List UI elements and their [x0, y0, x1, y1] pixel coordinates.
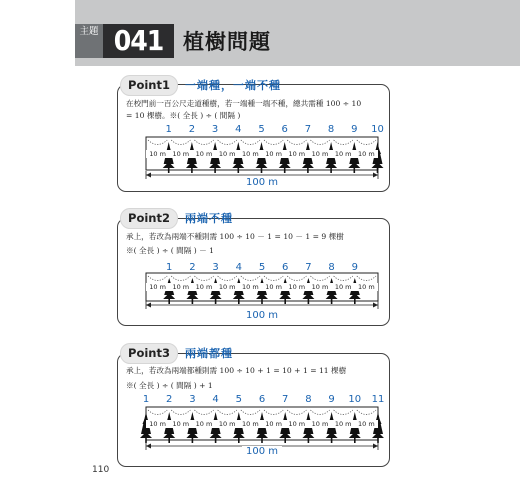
- section-2-tree-number: 4: [235, 262, 242, 273]
- section-3-segment-label: 10 m: [262, 420, 286, 428]
- section-2-segment-label: 10 m: [169, 283, 193, 291]
- section-2-segment-label: 10 m: [238, 283, 262, 291]
- section-3-tree: [140, 412, 152, 443]
- section-1-garland: [194, 140, 213, 145]
- section-3-garland: [241, 410, 260, 415]
- section-2-line-1: 承上，若改為兩端不種則需 100 ÷ 10 － 1 = 10 － 1 = 9 棵樹: [126, 232, 344, 241]
- section-1-segment-label: 10 m: [308, 150, 332, 158]
- section-2-tree-number: 3: [212, 262, 219, 273]
- section-2-point-badge: Point2: [120, 208, 178, 229]
- section-3-tree-number: 2: [166, 394, 173, 405]
- section-1-tree: [232, 142, 244, 173]
- section-3-tree: [163, 412, 175, 443]
- section-3-segment-label: 10 m: [308, 420, 332, 428]
- section-3-tree: [279, 412, 291, 443]
- section-2-arrow-head-left: [146, 303, 151, 308]
- section-2-garland: [241, 276, 260, 281]
- section-1-segment-label: 10 m: [169, 150, 193, 158]
- section-3-tree-number: 1: [142, 394, 150, 405]
- section-3-garland: [334, 410, 353, 415]
- section-3-garland: [194, 410, 213, 415]
- section-3-tree: [186, 412, 198, 443]
- section-2-tree: [326, 278, 338, 304]
- section-2-tree-number: 6: [282, 262, 289, 273]
- section-2-segment-label: 10 m: [146, 283, 170, 291]
- section-3-garland: [171, 410, 190, 415]
- section-2-garland: [357, 276, 376, 281]
- section-1-tree: [302, 142, 314, 173]
- section-1-garland: [357, 140, 376, 145]
- section-2-tree: [256, 278, 268, 304]
- section-1-tree-number: 3: [211, 124, 219, 135]
- section-3-tree-number: 5: [235, 394, 242, 405]
- section-1-segment-label: 10 m: [331, 150, 355, 158]
- section-1-segment-label: 10 m: [146, 150, 170, 158]
- section-2-tree-number: 7: [305, 262, 312, 273]
- section-3-segment-label: 10 m: [146, 420, 170, 428]
- section-3-tree-number: 10: [348, 394, 362, 405]
- section-3-tree-number: 11: [371, 394, 385, 405]
- section-2-garland: [218, 276, 237, 281]
- section-2-tree-number: 1: [166, 262, 173, 273]
- section-2-tree-number: 5: [258, 262, 266, 273]
- section-3-tree: [256, 412, 268, 443]
- section-2-garland: [171, 276, 190, 281]
- section-3-point-badge: Point3: [120, 343, 178, 364]
- section-3-line-1: 承上，若改為兩端都種則需 100 ÷ 10 + 1 = 10 + 1 = 11 棵樹: [126, 366, 347, 375]
- section-3-segment-label: 10 m: [331, 420, 355, 428]
- section-1-tree-number: 4: [235, 124, 242, 135]
- section-3-tree-number: 9: [328, 394, 335, 405]
- section-2-tree: [302, 278, 314, 304]
- section-1-tree-number: 1: [165, 124, 172, 135]
- section-2-garland: [334, 276, 353, 281]
- section-1-garland: [241, 140, 260, 145]
- section-2-garland: [194, 276, 213, 281]
- section-2-tree: [349, 278, 361, 304]
- section-2-garland: [264, 276, 283, 281]
- section-1-segment-label: 10 m: [215, 150, 239, 158]
- section-1-tree: [163, 142, 175, 173]
- section-1-tree: [372, 142, 384, 173]
- section-2-garland: [310, 276, 329, 281]
- section-3-tree-number: 8: [305, 394, 312, 405]
- section-2-arrow-head-right: [373, 303, 378, 308]
- section-3-garland: [287, 410, 306, 415]
- section-1-garland: [171, 140, 190, 145]
- section-1-garland: [287, 140, 306, 145]
- section-3-tree-number: 4: [212, 394, 219, 405]
- section-2-segment-label: 10 m: [192, 283, 216, 291]
- section-3-tree: [372, 412, 384, 443]
- section-2-tree-number: 2: [189, 262, 196, 273]
- page-number: 110: [92, 465, 110, 475]
- section-1-tree-number: 7: [304, 124, 312, 135]
- section-3-garland: [218, 410, 237, 415]
- section-3-segment-label: 10 m: [192, 420, 216, 428]
- section-2-tree-number: 9: [351, 262, 358, 273]
- section-1-line-1: 在校門前一百公尺走道種樹，若一端種一端不種，總共需種 100 ÷ 10: [126, 99, 362, 108]
- section-3-tree: [233, 412, 245, 443]
- section-2-line-2: ※( 全長 ) ÷ ( 間隔 ) － 1: [126, 246, 214, 255]
- section-1-tree-number: 6: [281, 124, 288, 135]
- section-3-garland: [310, 410, 329, 415]
- section-1-segment-label: 10 m: [285, 150, 309, 158]
- section-2-garland: [287, 276, 306, 281]
- section-3-arrow-head-left: [146, 444, 151, 449]
- section-1-total-length: 100 m: [242, 177, 282, 188]
- topic-number: 041: [113, 24, 164, 57]
- section-1-tree-number: 2: [188, 124, 196, 135]
- section-2-tree: [210, 278, 222, 304]
- section-1-garland: [310, 140, 329, 145]
- section-3-arrow-head-right: [373, 444, 378, 449]
- section-1-tree: [209, 142, 221, 173]
- section-1-garland: [264, 140, 283, 145]
- section-1-segment-label: 10 m: [262, 150, 286, 158]
- section-3-tree: [210, 412, 222, 443]
- section-1-segment-label: 10 m: [354, 150, 378, 158]
- section-1-line-2: = 10 棵樹。※( 全長 ) ÷ ( 間隔 ): [126, 111, 241, 120]
- section-3-tree: [326, 412, 338, 443]
- section-1-heading: 一端種，一端不種: [185, 79, 281, 92]
- section-1-arrow-head-right: [373, 173, 378, 178]
- section-2-total-length: 100 m: [242, 310, 282, 321]
- section-2-segment-label: 10 m: [262, 283, 286, 291]
- section-3-tree: [349, 412, 361, 443]
- section-1-tree-number: 9: [351, 124, 358, 135]
- section-3-segment-label: 10 m: [169, 420, 193, 428]
- topic-label: 主題: [79, 26, 99, 37]
- section-3-tree: [302, 412, 314, 443]
- section-2-tree: [163, 278, 175, 304]
- section-1-tree: [325, 142, 337, 173]
- section-1-garland: [218, 140, 237, 145]
- section-2-segment-label: 10 m: [285, 283, 309, 291]
- section-3-garland: [148, 410, 167, 415]
- section-1-tree-number: 10: [371, 124, 384, 135]
- section-1-garland: [334, 140, 353, 145]
- section-3-segment-label: 10 m: [215, 420, 239, 428]
- section-1-point-badge: Point1: [120, 75, 178, 96]
- section-2-segment-label: 10 m: [215, 283, 239, 291]
- section-3-garland: [264, 410, 283, 415]
- section-2-tree-number: 8: [328, 262, 335, 273]
- section-3-line-2: ※( 全長 ) ÷ ( 間隔 ) + 1: [126, 381, 213, 390]
- section-2-segment-label: 10 m: [354, 283, 378, 291]
- section-2-segment-label: 10 m: [308, 283, 332, 291]
- section-3-tree-number: 6: [258, 394, 266, 405]
- section-1-arrow-head-left: [146, 173, 151, 178]
- section-2-tree: [279, 278, 291, 304]
- section-3-total-length: 100 m: [242, 446, 282, 457]
- section-3-segment-label: 10 m: [354, 420, 378, 428]
- section-1-tree: [186, 142, 198, 173]
- section-1-tree: [256, 142, 268, 173]
- section-2-heading: 兩端不種: [185, 212, 233, 225]
- section-1-tree-number: 8: [327, 124, 335, 135]
- section-1-tree: [348, 142, 360, 173]
- section-3-heading: 兩端都種: [185, 347, 233, 360]
- section-2-tree: [186, 278, 198, 304]
- section-3-segment-label: 10 m: [238, 420, 262, 428]
- section-1-tree: [279, 142, 291, 173]
- section-1-garland: [148, 140, 167, 145]
- section-1-tree-number: 5: [258, 124, 265, 135]
- page-title: 植樹問題: [183, 30, 271, 54]
- section-3-tree-number: 7: [282, 394, 289, 405]
- section-2-tree: [233, 278, 245, 304]
- section-3-tree-number: 3: [189, 394, 196, 405]
- section-3-garland: [357, 410, 376, 415]
- section-2-garland: [148, 276, 167, 281]
- section-3-segment-label: 10 m: [285, 420, 309, 428]
- section-1-segment-label: 10 m: [192, 150, 216, 158]
- section-1-segment-label: 10 m: [238, 150, 262, 158]
- section-2-segment-label: 10 m: [331, 283, 355, 291]
